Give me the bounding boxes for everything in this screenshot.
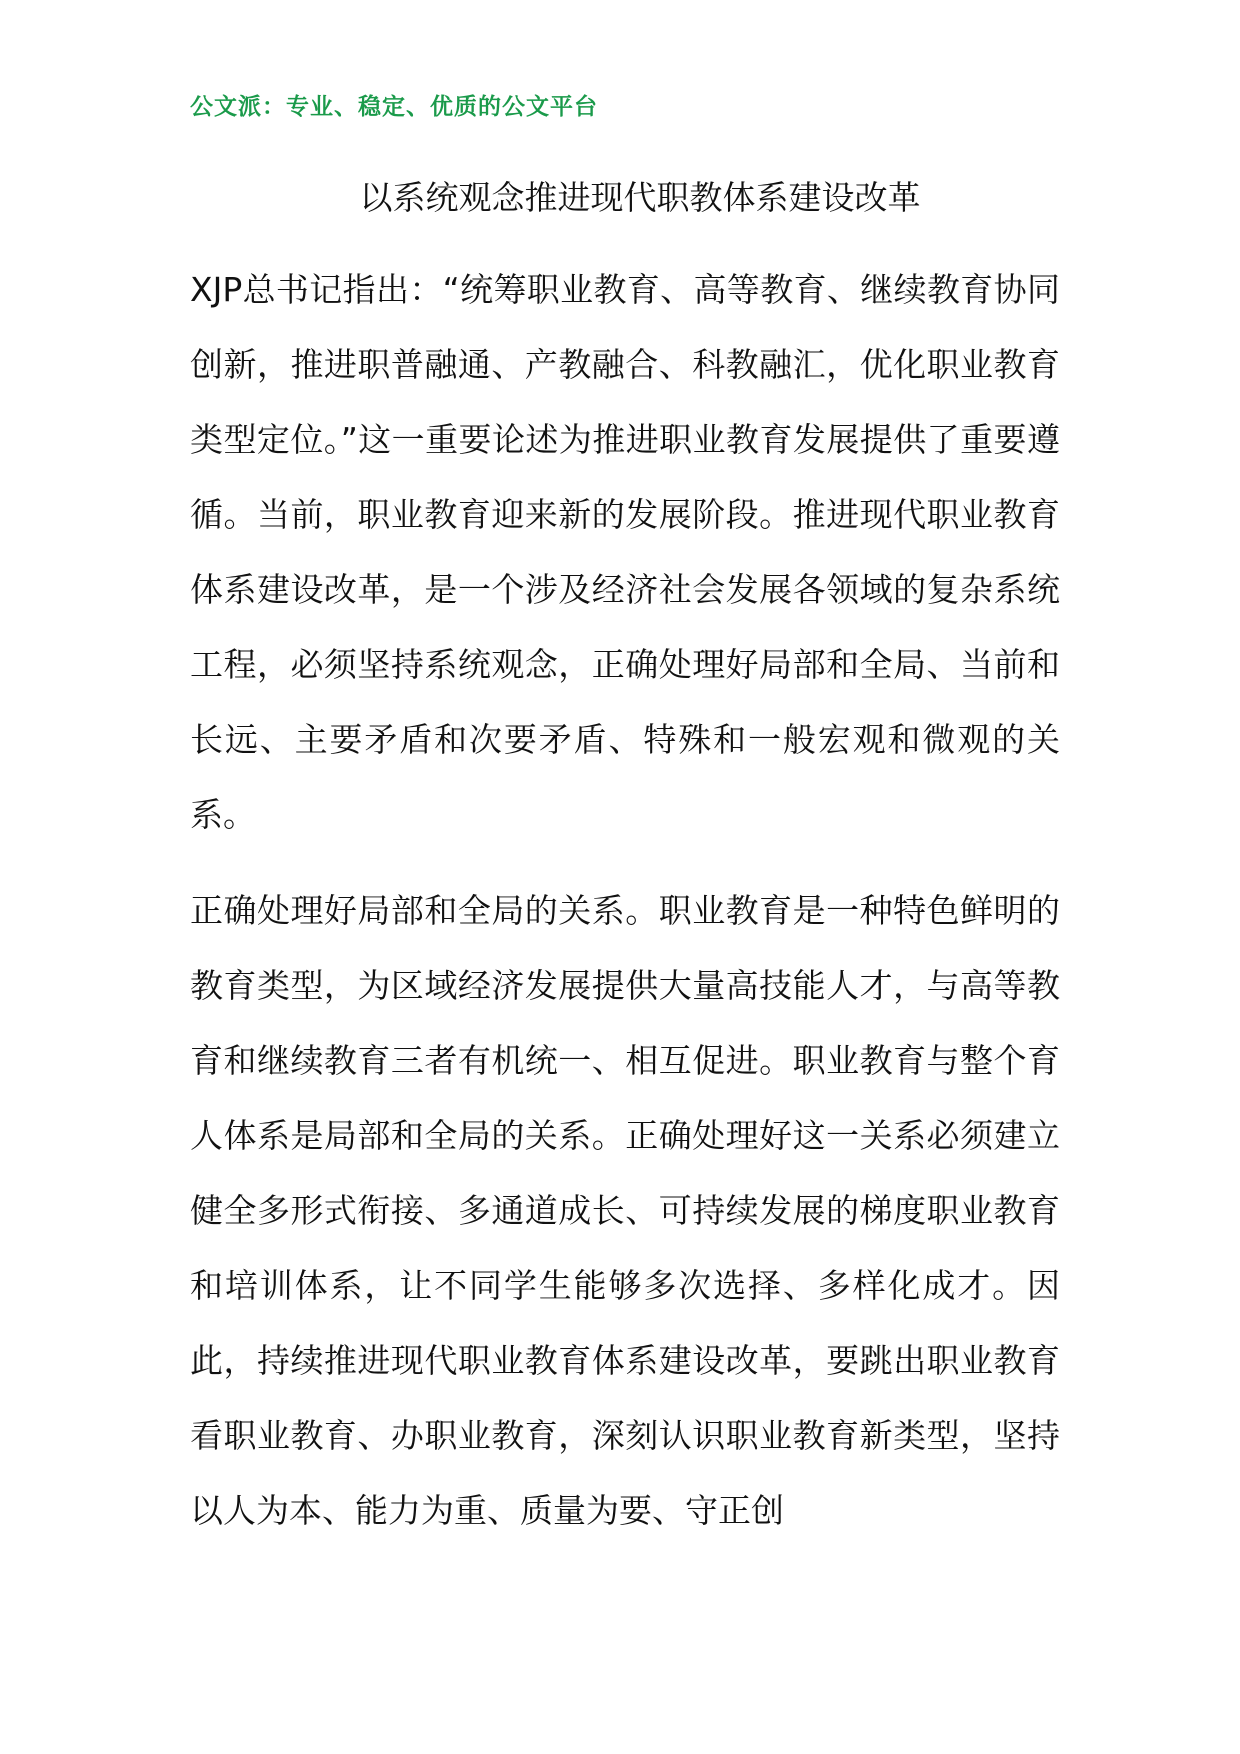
body-paragraph-1: XJP总书记指出：“统筹职业教育、高等教育、继续教育协同创新，推进职普融通、产教融合、科教融汇，优化职业教育类型定位。”这一重要论述为推进职业教育发展提供了重要遵循。当前，职业教育迎来新的发展阶段。推进现代职业教育体系建设改革，是一个涉及经济社会发展各领域的复杂系统工程，必须坚持系统观念，正确处理好局部和全局、当前和长远、主要矛盾和次要矛盾、特殊和一般宏观和微观的关系。	[190, 270, 1060, 834]
document-title: 以系统观念推进现代职教体系建设改革	[359, 178, 921, 217]
brand-header: 公文派：专业、稳定、优质的公文平台	[190, 94, 598, 120]
body-paragraph-2: 正确处理好局部和全局的关系。职业教育是一种特色鲜明的教育类型，为区域经济发展提供大量高技能人才，与高等教育和继续教育三者有机统一、相互促进。职业教育与整个育人体系是局部和全局的关系。正确处理好这一关系必须建立健全多形式衔接、多通道成长、可持续发展的梯度职业教育和培训体系，让不同学生能够多次选择、多样化成才。因此，持续推进现代职业教育体系建设改革，要跳出职业教育看职业教育、办职业教育，深刻认识职业教育新类型，坚持以人为本、能力为重、质量为要、守正创	[190, 891, 1060, 1530]
